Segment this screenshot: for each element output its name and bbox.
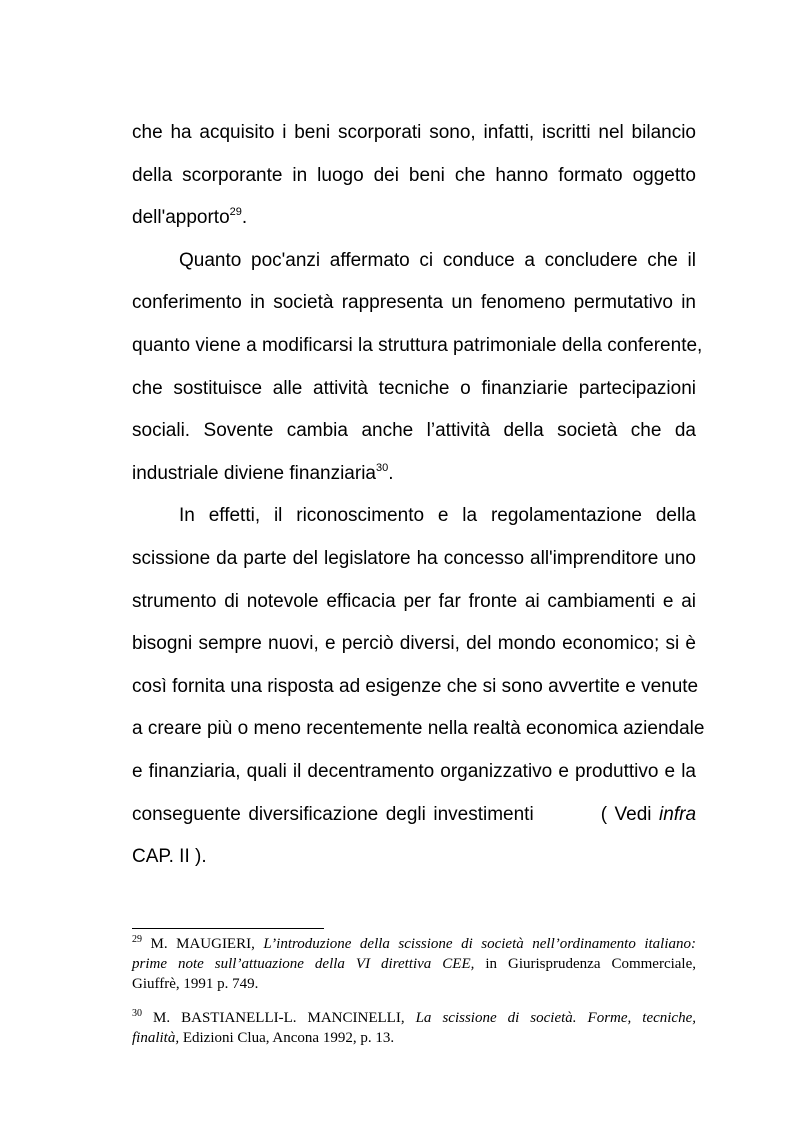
footnote-source: in Giurisprudenza Commerciale,	[474, 956, 697, 972]
footnote-author: M. MAUGIERI,	[150, 936, 255, 952]
text-line: e finanziaria, quali il decentramento organizzativo e produttivo e la	[132, 760, 696, 782]
footnotes	[132, 934, 696, 1048]
text-line: sociali. Sovente cambia anche l’attività della società che da	[132, 420, 696, 442]
text-line: a creare più o meno recentemente nella realtà economica aziendale	[132, 718, 705, 740]
period: .	[388, 462, 394, 484]
text-line: che sostituisce alle attività tecniche o finanziarie partecipazioni	[132, 377, 696, 399]
footnote-line	[132, 1028, 696, 1048]
text-line	[132, 197, 696, 240]
period: .	[241, 207, 248, 229]
footnote-line	[132, 1008, 696, 1028]
text-fragment: dell'apporto	[132, 207, 230, 229]
text-line	[132, 794, 696, 837]
footnote-separator	[132, 928, 324, 929]
text-fragment: conseguente diversificazione degli investimenti	[132, 803, 534, 825]
footnote-author: M. BASTIANELLI-L. MANCINELLI,	[153, 1010, 405, 1026]
text-line: scissione da parte del legislatore ha concesso all'imprenditore uno	[132, 547, 696, 569]
text-line	[132, 453, 696, 496]
text-line: così fornita una risposta ad esigenze che si sono avvertite e venute	[132, 675, 699, 697]
text-line: che ha acquisito i beni scorporati sono, infatti, iscritti nel bilancio	[132, 122, 696, 143]
text-line: conferimento in società rappresenta un fenomeno permutativo in	[132, 292, 696, 314]
footnote-title: finalità,	[132, 1030, 180, 1046]
text-fragment: industriale diviene finanziaria	[132, 462, 376, 484]
footnote-number: 30	[132, 1008, 142, 1019]
text-line: della scorporante in luogo dei beni che hanno formato oggetto	[132, 164, 696, 186]
text-fragment: ( Vedi	[600, 803, 652, 825]
text-line: CAP. II ).	[132, 846, 207, 868]
paragraph-start: In effetti, il riconoscimento e la regolamentazione della	[179, 505, 696, 527]
text-line: strumento di notevole efficacia per far fronte ai cambiamenti e ai	[132, 590, 696, 612]
italic-infra: infra	[659, 803, 697, 825]
footnote-title: L’introduzione della scissione di società nell’ordinamento italiano:	[263, 936, 697, 952]
footnote-line	[132, 954, 696, 974]
paragraph-start: Quanto poc'anzi affermato ci conduce a concludere che il	[179, 249, 696, 271]
footnote-number: 29	[132, 934, 142, 945]
footnote-source: Edizioni Clua, Ancona 1992, p. 13.	[179, 1030, 395, 1046]
footnote-title: prime note sull’attuazione della VI direttiva CEE,	[132, 956, 475, 972]
footnote-29	[132, 934, 696, 994]
footnote-title: La scissione di società. Forme, tecniche,	[415, 1010, 696, 1026]
footnote-line: Giuffrè, 1991 p. 749.	[132, 976, 259, 992]
footnote-ref-30[interactable]: 30	[375, 461, 389, 474]
text-line: quanto viene a modificarsi la struttura patrimoniale della conferente,	[132, 334, 703, 356]
footnote-ref-29[interactable]: 29	[229, 206, 242, 219]
footnote-line	[132, 934, 696, 954]
footnote-30	[132, 1008, 696, 1048]
body-text	[132, 112, 705, 879]
text-line: bisogni sempre nuovi, e perciò diversi, del mondo economico; si è	[132, 633, 696, 655]
